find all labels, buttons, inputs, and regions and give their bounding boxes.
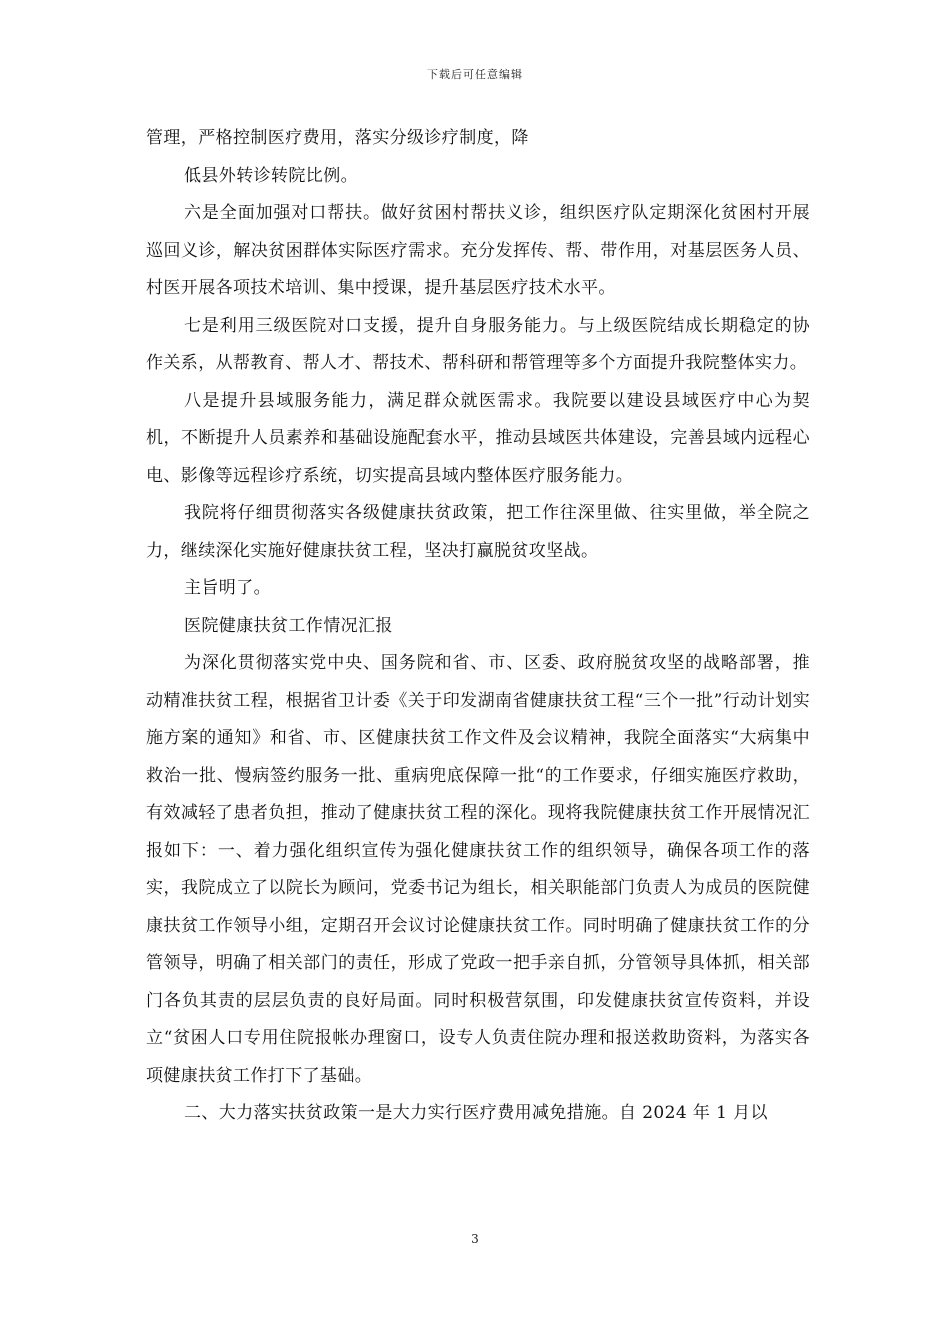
paragraph: 八是提升县域服务能力，满足群众就医需求。我院要以建设县域医疗中心为契机，不断提升人员素养和基础设施配套水平，推动县域医共体建设，完善县域内远程心电、影像等远程诊疗系统，切实提高县域内整体医疗服务能力。	[146, 390, 810, 486]
document-body	[146, 120, 810, 1133]
paragraph: 为深化贯彻落实党中央、国务院和省、市、区委、政府脱贫攻坚的战略部署，推动精准扶贫工程，根据省卫计委《关于印发湖南省健康扶贫工程“三个一批”行动计划实施方案的通知》和省、市、区健康扶贫工作文件及会议精神，我院全面落实“大病集中救治一批、慢病签约服务一批、重病兜底保障一批“的工作要求，仔细实施医疗救助，有效减轻了患者负担，推动了健康扶贫工程的深化。现将我院健康扶贫工作开展情况汇报如下：一、着力强化组织宣传为强化健康扶贫工作的组织领导，确保各项工作的落实，我院成立了以院长为顾问，党委书记为组长，相关职能部门负责人为成员的医院健康扶贫工作领导小组，定期召开会议讨论健康扶贫工作。同时明确了健康扶贫工作的分管领导，明确了相关部门的责任，形成了党政一把手亲自抓，分管领导具体抓，相关部门各负其责的层层负责的良好局面。同时积极营氛围，印发健康扶贫宣传资料，并设立“贫困人口专用住院报帐办理窗口，设专人负责住院办理和报送救助资料，为落实各项健康扶贫工作打下了基础。	[146, 653, 810, 1086]
paragraph: 六是全面加强对口帮扶。做好贫困村帮扶义诊，组织医疗队定期深化贫困村开展巡回义诊，解决贫困群体实际医疗需求。充分发挥传、帮、带作用，对基层医务人员、村医开展各项技术培训、集中授课，提升基层医疗技术水平。	[146, 203, 810, 298]
paragraph: 二、大力落实扶贫政策一是大力实行医疗费用减免措施。自 2024 年 1 月以	[184, 1103, 768, 1123]
paragraph: 主旨明了。	[184, 578, 271, 598]
paragraph: 管理，严格控制医疗费用，落实分级诊疗制度，降	[146, 128, 529, 148]
paragraph: 七是利用三级医院对口支援，提升自身服务能力。与上级医院结成长期稳定的协作关系，从帮教育、帮人才、帮技术、帮科研和帮管理等多个方面提升我院整体实力。	[146, 315, 810, 373]
paragraph: 低县外转诊转院比例。	[184, 165, 358, 186]
page-header-note: 下载后可任意编辑	[427, 68, 523, 81]
page-number: 3	[471, 1232, 479, 1246]
paragraph: 我院将仔细贯彻落实各级健康扶贫政策，把工作往深里做、往实里做，举全院之力，继续深化实施好健康扶贫工程，坚决打赢脱贫攻坚战。	[146, 503, 810, 561]
section-title: 医院健康扶贫工作情况汇报	[184, 615, 393, 636]
